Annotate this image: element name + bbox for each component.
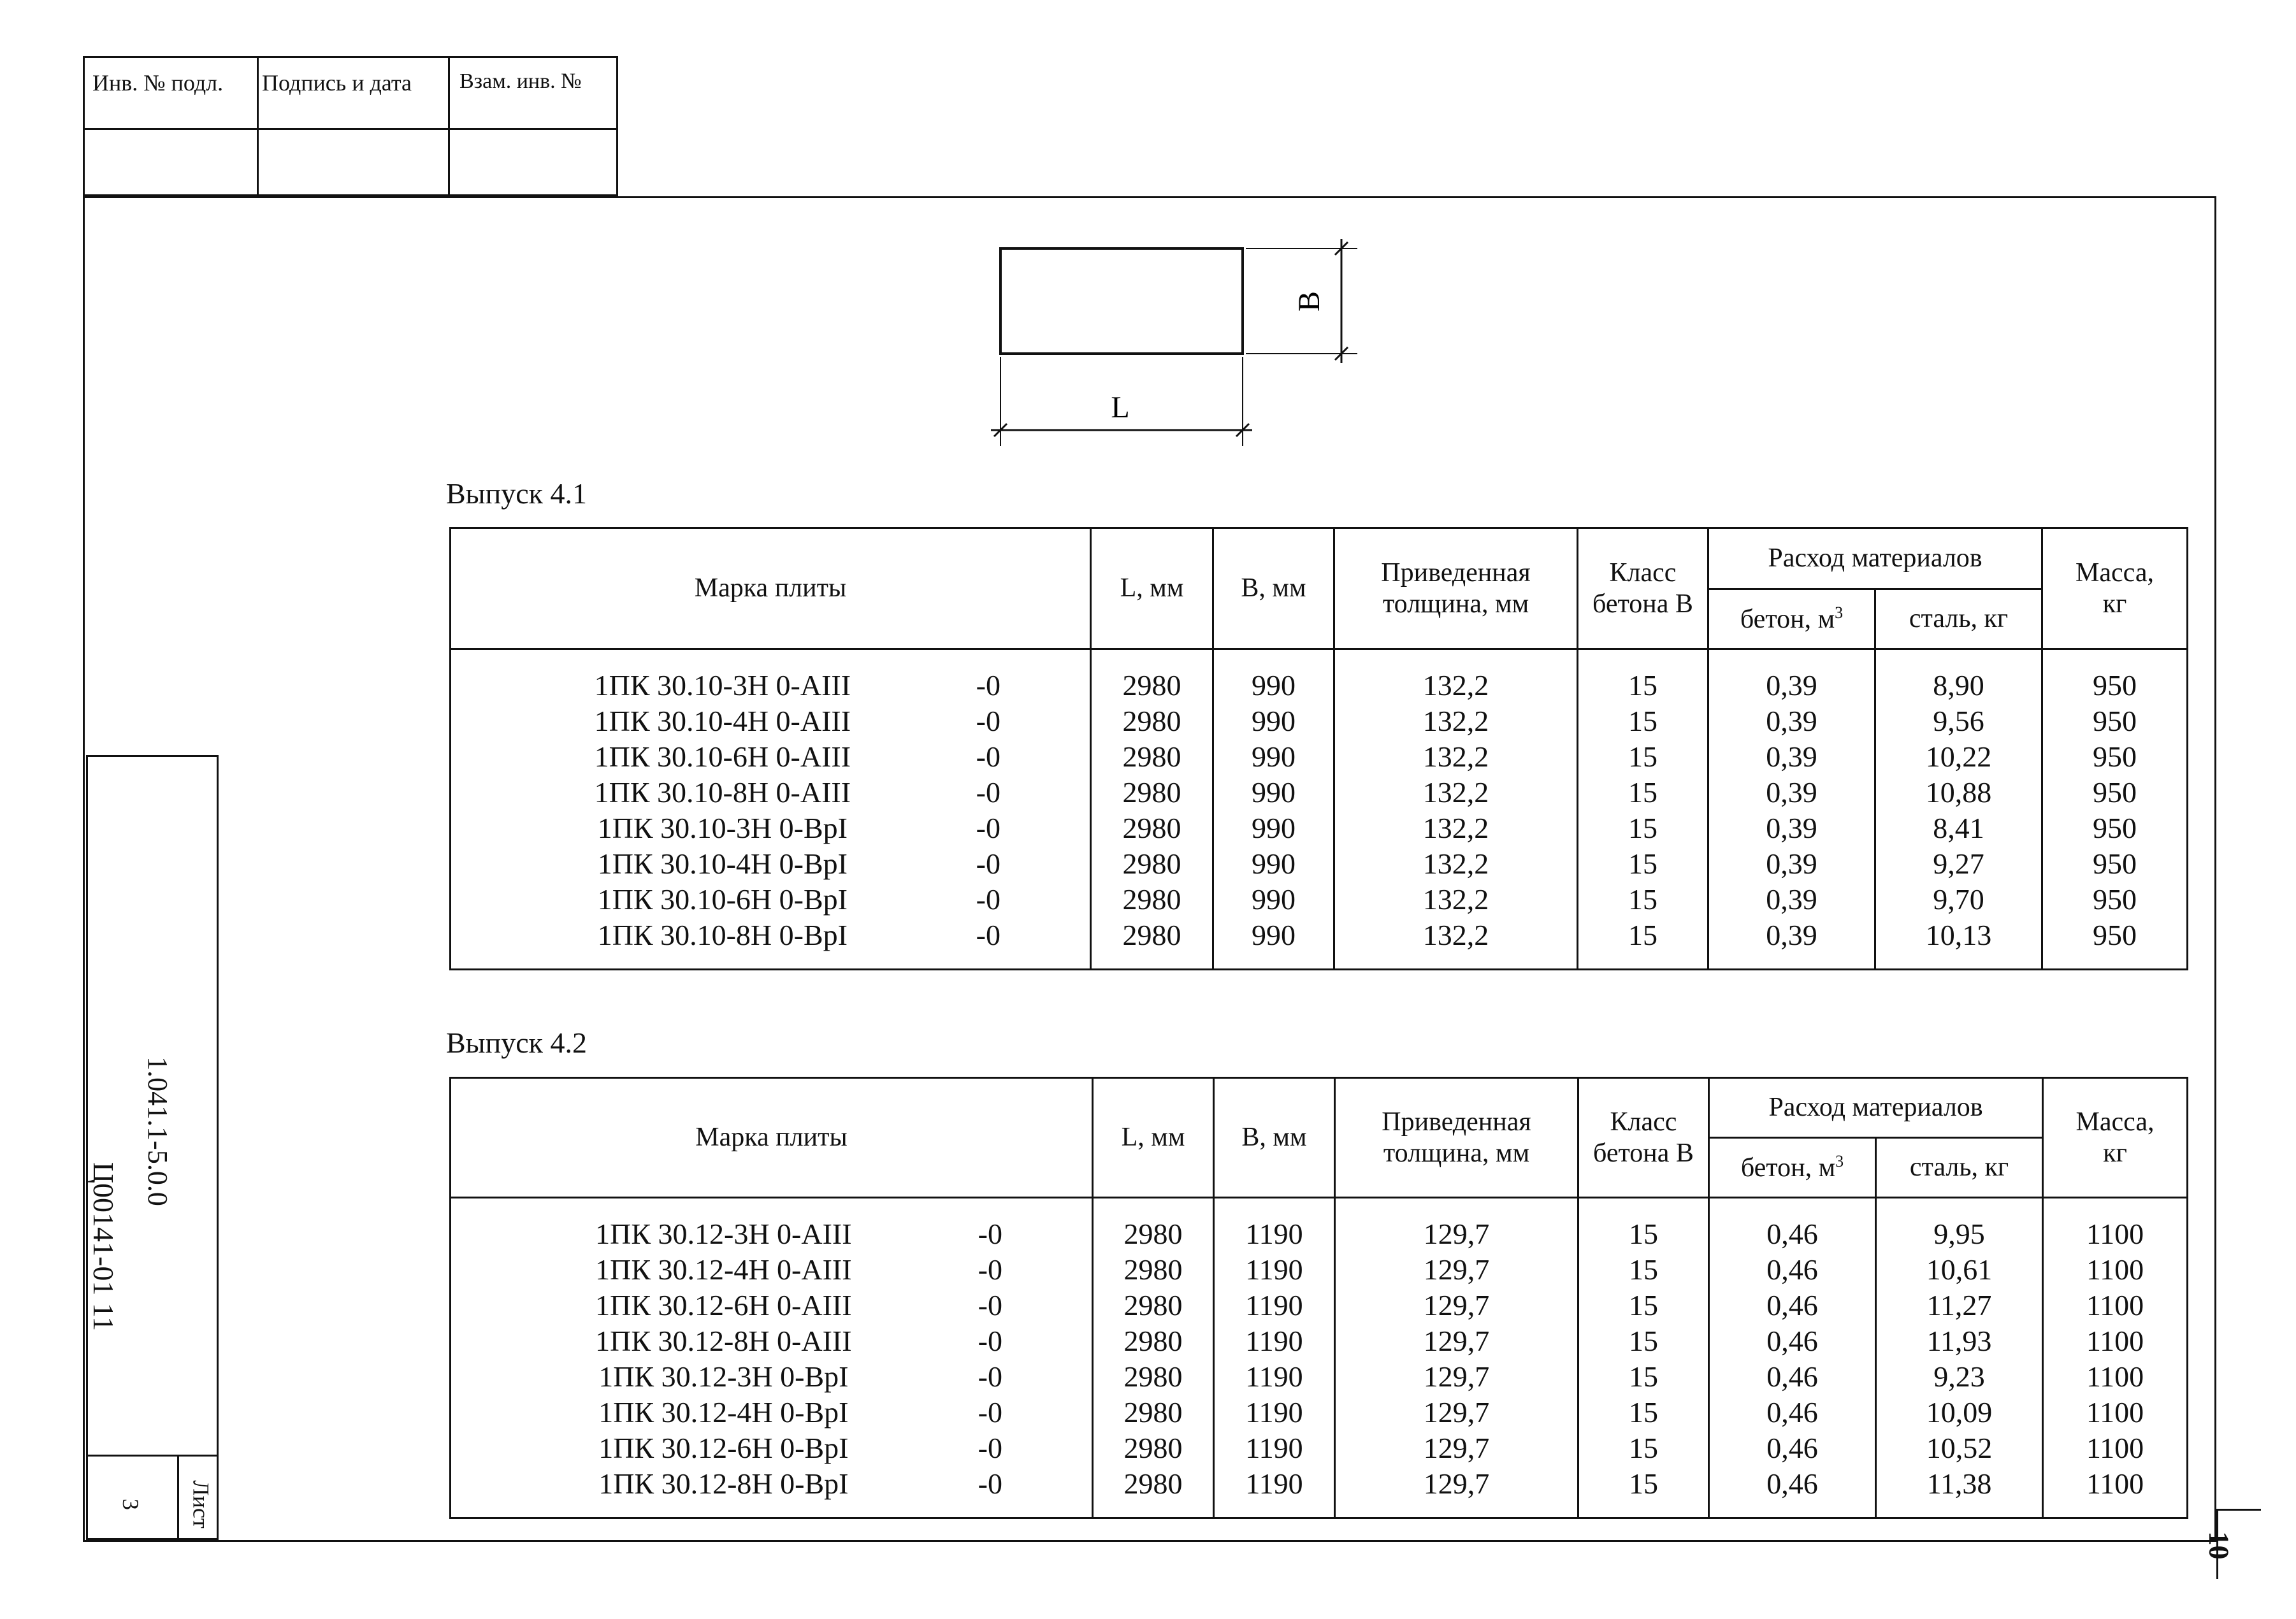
- header-steel: сталь, кг: [1875, 589, 2042, 649]
- mark-text: 1ПК 30.12-8Н 0-АIII: [595, 1325, 852, 1357]
- cell-width: 1190: [1214, 1288, 1335, 1323]
- table-row: [451, 775, 2188, 810]
- cell-mass: 1100: [2043, 1466, 2188, 1518]
- cell-length: 2980: [1091, 775, 1213, 810]
- cell-length: 2980: [1093, 1252, 1214, 1288]
- cell-class: 15: [1578, 1395, 1709, 1430]
- cell-length: 2980: [1091, 846, 1213, 882]
- cell-class: 15: [1578, 917, 1708, 970]
- cell-length: 2980: [1093, 1323, 1214, 1359]
- cell-mark: [451, 1395, 1093, 1430]
- cell-width: 990: [1213, 703, 1334, 739]
- cell-mark: [451, 649, 1091, 704]
- cell-concrete: 0,39: [1708, 739, 1875, 775]
- cell-mark: [451, 1359, 1093, 1395]
- cell-class: 15: [1578, 1359, 1709, 1395]
- cell-class: 15: [1578, 649, 1708, 704]
- header-mark: Марка плиты: [451, 1078, 1093, 1198]
- cell-mass: 1100: [2043, 1323, 2188, 1359]
- cell-length: 2980: [1091, 739, 1213, 775]
- cell-thickness: 132,2: [1334, 739, 1578, 775]
- cell-mark: [451, 846, 1091, 882]
- mark-text: 1ПК 30.12-4Н 0-ВрI: [598, 1396, 849, 1428]
- table-row: [451, 739, 2188, 775]
- cell-thickness: 132,2: [1334, 882, 1578, 917]
- header-thickness: Приведенная толщина, мм: [1335, 1078, 1578, 1198]
- cell-mass: 950: [2042, 882, 2188, 917]
- side-divider: [177, 1455, 179, 1538]
- cell-mass: 950: [2042, 775, 2188, 810]
- table-row: [451, 846, 2188, 882]
- cell-thickness: 129,7: [1335, 1252, 1578, 1288]
- mark-suffix: -0: [976, 740, 1000, 773]
- cell-mass: 950: [2042, 739, 2188, 775]
- slab-diagram: [981, 236, 1364, 465]
- cell-class: 15: [1578, 1323, 1709, 1359]
- revision-stamp: [83, 56, 618, 196]
- table-row: [451, 703, 2188, 739]
- mark-suffix: -0: [978, 1253, 1002, 1286]
- table-row: [451, 1359, 2188, 1395]
- mark-suffix: -0: [976, 883, 1000, 916]
- cell-width: 1190: [1214, 1395, 1335, 1430]
- cell-width: 990: [1213, 649, 1334, 704]
- width-label: B: [1292, 291, 1326, 312]
- cell-length: 2980: [1093, 1466, 1214, 1518]
- cell-steel: 9,70: [1875, 882, 2042, 917]
- cell-length: 2980: [1093, 1359, 1214, 1395]
- table-row: [451, 882, 2188, 917]
- table-row: [451, 810, 2188, 846]
- mark-text: 1ПК 30.10-8Н 0-АIII: [594, 776, 851, 809]
- cell-mass: 1100: [2043, 1430, 2188, 1466]
- cell-length: 2980: [1093, 1288, 1214, 1323]
- header-mark: Марка плиты: [451, 528, 1091, 649]
- cell-concrete: 0,39: [1708, 882, 1875, 917]
- mark-suffix: -0: [976, 669, 1000, 702]
- mark-text: 1ПК 30.10-3Н 0-ВрI: [597, 812, 848, 844]
- cell-width: 1190: [1214, 1466, 1335, 1518]
- mark-text: 1ПК 30.10-6Н 0-ВрI: [597, 883, 848, 916]
- cell-mass: 950: [2042, 810, 2188, 846]
- cell-thickness: 129,7: [1335, 1198, 1578, 1253]
- cell-mass: 950: [2042, 917, 2188, 970]
- spec-table-4-2: [449, 1077, 2188, 1519]
- cell-width: 990: [1213, 882, 1334, 917]
- mark-suffix: -0: [976, 776, 1000, 809]
- section-title-4-2: Выпуск 4.2: [446, 1026, 587, 1059]
- stamp-signature-label: Подпись и дата: [262, 70, 412, 96]
- cell-class: 15: [1578, 1430, 1709, 1466]
- cell-concrete: 0,46: [1709, 1252, 1876, 1288]
- cell-steel: 10,09: [1876, 1395, 2043, 1430]
- cell-mass: 950: [2042, 846, 2188, 882]
- cell-length: 2980: [1091, 703, 1213, 739]
- table-row: [451, 1430, 2188, 1466]
- cell-steel: 10,61: [1876, 1252, 2043, 1288]
- cell-mark: [451, 810, 1091, 846]
- cell-mark: [451, 739, 1091, 775]
- cell-steel: 10,52: [1876, 1430, 2043, 1466]
- cell-class: 15: [1578, 703, 1708, 739]
- cell-class: 15: [1578, 846, 1708, 882]
- cell-mark: [451, 1323, 1093, 1359]
- side-divider: [88, 1455, 217, 1457]
- cell-width: 1190: [1214, 1430, 1335, 1466]
- mark-text: 1ПК 30.10-6Н 0-АIII: [594, 740, 851, 773]
- mark-suffix: -0: [976, 705, 1000, 737]
- cell-width: 990: [1213, 739, 1334, 775]
- mark-text: 1ПК 30.12-8Н 0-ВрI: [598, 1467, 849, 1500]
- table-row: [451, 1252, 2188, 1288]
- cell-steel: 10,22: [1875, 739, 2042, 775]
- cell-steel: 9,56: [1875, 703, 2042, 739]
- header-width: B, мм: [1213, 528, 1334, 649]
- header-length: L, мм: [1091, 528, 1213, 649]
- cell-steel: 11,27: [1876, 1288, 2043, 1323]
- mark-text: 1ПК 30.12-6Н 0-ВрI: [598, 1432, 849, 1464]
- cell-steel: 9,23: [1876, 1359, 2043, 1395]
- cell-mark: [451, 1466, 1093, 1518]
- cell-width: 990: [1213, 846, 1334, 882]
- length-label: L: [1111, 391, 1130, 424]
- mark-text: 1ПК 30.10-4Н 0-ВрI: [597, 847, 848, 880]
- sheet-number: 3: [118, 1499, 143, 1510]
- cell-concrete: 0,46: [1709, 1198, 1876, 1253]
- cell-thickness: 132,2: [1334, 703, 1578, 739]
- cell-width: 1190: [1214, 1359, 1335, 1395]
- cell-mark: [451, 775, 1091, 810]
- mark-suffix: -0: [976, 812, 1000, 844]
- cell-thickness: 129,7: [1335, 1323, 1578, 1359]
- cell-thickness: 132,2: [1334, 775, 1578, 810]
- cell-steel: 8,90: [1875, 649, 2042, 704]
- cell-concrete: 0,46: [1709, 1466, 1876, 1518]
- cell-concrete: 0,46: [1709, 1323, 1876, 1359]
- page-number: 10: [2203, 1531, 2235, 1560]
- stamp-inv-label: Инв. № подл.: [92, 70, 224, 96]
- cell-mark: [451, 917, 1091, 970]
- cell-mass: 1100: [2043, 1252, 2188, 1288]
- cell-thickness: 129,7: [1335, 1359, 1578, 1395]
- cell-class: 15: [1578, 1466, 1709, 1518]
- cell-thickness: 129,7: [1335, 1395, 1578, 1430]
- header-mass: Масса, кг: [2042, 528, 2188, 649]
- header-mass: Масса, кг: [2043, 1078, 2188, 1198]
- stamp-replace-label: Взам. инв. №: [459, 69, 582, 93]
- cell-length: 2980: [1091, 810, 1213, 846]
- mark-suffix: -0: [978, 1289, 1002, 1321]
- mark-text: 1ПК 30.10-3Н 0-АIII: [594, 669, 851, 702]
- cell-concrete: 0,39: [1708, 649, 1875, 704]
- cell-mark: [451, 1198, 1093, 1253]
- cell-width: 1190: [1214, 1198, 1335, 1253]
- mark-text: 1ПК 30.10-8Н 0-ВрI: [597, 919, 848, 951]
- mark-text: 1ПК 30.12-4Н 0-АIII: [595, 1253, 852, 1286]
- cell-concrete: 0,39: [1708, 775, 1875, 810]
- mark-suffix: -0: [978, 1325, 1002, 1357]
- cell-length: 2980: [1091, 649, 1213, 704]
- table-row: [451, 1323, 2188, 1359]
- header-materials: Расход материалов: [1708, 528, 2042, 589]
- mark-suffix: -0: [978, 1396, 1002, 1428]
- mark-suffix: -0: [978, 1218, 1002, 1250]
- cell-mass: 950: [2042, 703, 2188, 739]
- header-concrete: бетон, $м^3$: [1708, 589, 1875, 649]
- cell-class: 15: [1578, 1288, 1709, 1323]
- cell-thickness: 132,2: [1334, 649, 1578, 704]
- sheet-label: Лист: [188, 1480, 214, 1529]
- cell-concrete: 0,46: [1709, 1288, 1876, 1323]
- cell-mark: [451, 1430, 1093, 1466]
- cell-concrete: 0,39: [1708, 703, 1875, 739]
- section-title-4-1: Выпуск 4.1: [446, 477, 587, 510]
- table-row: [451, 917, 2188, 970]
- cell-mass: 1100: [2043, 1395, 2188, 1430]
- cell-class: 15: [1578, 775, 1708, 810]
- cell-length: 2980: [1093, 1430, 1214, 1466]
- cell-mass: 950: [2042, 649, 2188, 704]
- cell-thickness: 129,7: [1335, 1466, 1578, 1518]
- cell-class: 15: [1578, 810, 1708, 846]
- cell-concrete: 0,46: [1709, 1395, 1876, 1430]
- cell-class: 15: [1578, 739, 1708, 775]
- table-row: [451, 1198, 2188, 1253]
- cell-steel: 11,38: [1876, 1466, 2043, 1518]
- stamp-divider: [448, 58, 450, 194]
- cell-concrete: 0,39: [1708, 846, 1875, 882]
- cell-concrete: 0,39: [1708, 917, 1875, 970]
- cell-width: 990: [1213, 810, 1334, 846]
- cell-steel: 8,41: [1875, 810, 2042, 846]
- cell-steel: 11,93: [1876, 1323, 2043, 1359]
- cell-thickness: 132,2: [1334, 846, 1578, 882]
- mark-text: 1ПК 30.12-3Н 0-ВрI: [598, 1360, 849, 1393]
- header-class: Класс бетона В: [1578, 1078, 1709, 1198]
- table-row: [451, 649, 2188, 704]
- cell-steel: 10,13: [1875, 917, 2042, 970]
- slab-outline: [1000, 248, 1243, 354]
- mark-suffix: -0: [976, 919, 1000, 951]
- stamp-divider: [85, 128, 616, 130]
- archive-code: Ц00141-01 11: [87, 1162, 120, 1332]
- mark-text: 1ПК 30.12-6Н 0-АIII: [595, 1289, 852, 1321]
- cell-mark: [451, 703, 1091, 739]
- cell-width: 990: [1213, 917, 1334, 970]
- header-materials: Расход материалов: [1709, 1078, 2043, 1138]
- mark-suffix: -0: [978, 1467, 1002, 1500]
- cell-steel: 10,88: [1875, 775, 2042, 810]
- table-row: [451, 1466, 2188, 1518]
- mark-suffix: -0: [978, 1360, 1002, 1393]
- cell-length: 2980: [1093, 1395, 1214, 1430]
- mark-suffix: -0: [978, 1432, 1002, 1464]
- header-steel: сталь, кг: [1876, 1138, 2043, 1198]
- cell-class: 15: [1578, 882, 1708, 917]
- cell-mass: 1100: [2043, 1359, 2188, 1395]
- cell-width: 1190: [1214, 1252, 1335, 1288]
- cell-thickness: 132,2: [1334, 917, 1578, 970]
- cell-mark: [451, 1288, 1093, 1323]
- cell-class: 15: [1578, 1198, 1709, 1253]
- cell-length: 2980: [1091, 917, 1213, 970]
- cell-steel: 9,27: [1875, 846, 2042, 882]
- document-number: 1.041.1-5.0.0: [141, 1056, 173, 1206]
- header-concrete: бетон, $м^3$: [1709, 1138, 1876, 1198]
- header-thickness: Приведенная толщина, мм: [1334, 528, 1578, 649]
- cell-concrete: 0,46: [1709, 1359, 1876, 1395]
- cell-width: 1190: [1214, 1323, 1335, 1359]
- cell-mass: 1100: [2043, 1288, 2188, 1323]
- cell-width: 990: [1213, 775, 1334, 810]
- cell-length: 2980: [1091, 882, 1213, 917]
- mark-suffix: -0: [976, 847, 1000, 880]
- table-row: [451, 1288, 2188, 1323]
- cell-length: 2980: [1093, 1198, 1214, 1253]
- mark-text: 1ПК 30.12-3Н 0-АIII: [595, 1218, 852, 1250]
- mark-text: 1ПК 30.10-4Н 0-АIII: [594, 705, 851, 737]
- header-class: Класс бетона В: [1578, 528, 1708, 649]
- cell-concrete: 0,46: [1709, 1430, 1876, 1466]
- cell-steel: 9,95: [1876, 1198, 2043, 1253]
- cell-mark: [451, 1252, 1093, 1288]
- header-length: L, мм: [1093, 1078, 1214, 1198]
- table-row: [451, 1395, 2188, 1430]
- cell-mark: [451, 882, 1091, 917]
- cell-thickness: 132,2: [1334, 810, 1578, 846]
- cell-class: 15: [1578, 1252, 1709, 1288]
- header-width: B, мм: [1214, 1078, 1335, 1198]
- cell-concrete: 0,39: [1708, 810, 1875, 846]
- spec-table-4-1: [449, 527, 2188, 970]
- cell-mass: 1100: [2043, 1198, 2188, 1253]
- stamp-divider: [257, 58, 259, 194]
- cell-thickness: 129,7: [1335, 1288, 1578, 1323]
- cell-thickness: 129,7: [1335, 1430, 1578, 1466]
